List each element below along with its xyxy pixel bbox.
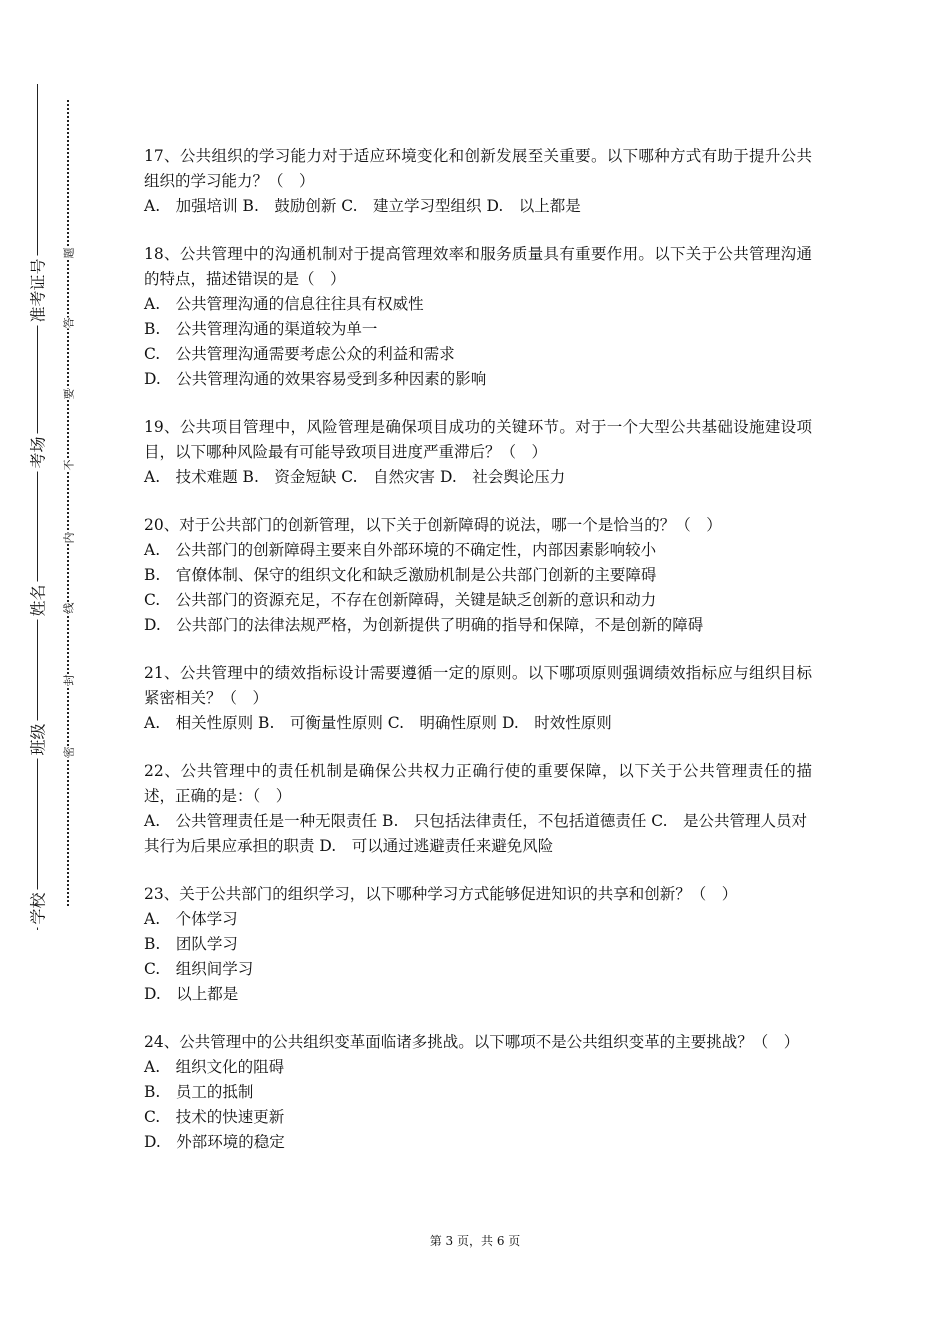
option-d: D. 以上都是 [144, 985, 239, 1003]
name-label: 姓名 [22, 568, 52, 632]
question-18 [144, 242, 812, 392]
option-c: C. 技术的快速更新 [144, 1108, 285, 1126]
seal-dotted-line [67, 100, 69, 906]
seal-char: 不 [58, 455, 78, 475]
option-b: B. 员工的抵制 [144, 1083, 254, 1101]
question-24 [144, 1030, 812, 1155]
question-stem: 20、对于公共部门的创新管理，以下关于创新障碍的说法，哪一个是恰当的？（ ） [144, 516, 722, 534]
option-b: B. 团队学习 [144, 935, 238, 953]
question-21 [144, 661, 812, 736]
question-20 [144, 513, 812, 638]
option-c: C. 公共管理沟通需要考虑公众的利益和需求 [144, 345, 455, 363]
exam-room-label: 考场 [22, 420, 52, 484]
option-a: A. 公共部门的创新障碍主要来自外部环境的不确定性，内部因素影响较小 [144, 541, 657, 559]
option-line: A. 公共管理责任是一种无限责任 B. 只包括法律责任，不包括道德责任 C. 是公共管理人员对其行为后果应承担的职责 D. 可以通过逃避责任来避免风险 [144, 812, 808, 855]
question-stem: 21、公共管理中的绩效指标设计需要遵循一定的原则。以下哪项原则强调绩效指标应与组织目标紧密相关？（ ） [144, 664, 812, 707]
class-label: 班级 [22, 707, 52, 771]
question-stem: 24、公共管理中的公共组织变革面临诸多挑战。以下哪项不是公共组织变革的主要挑战？（ ） [144, 1033, 800, 1051]
seal-char: 密 [58, 742, 78, 762]
question-stem: 17、公共组织的学习能力对于适应环境变化和创新发展至关重要。以下哪种方式有助于提升公共组织的学习能力？（ ） [144, 147, 812, 190]
option-d: D. 公共部门的法律法规严格，为创新提供了明确的指导和保障，不是创新的障碍 [144, 616, 704, 634]
option-d: D. 公共管理沟通的效果容易受到多种因素的影响 [144, 370, 487, 388]
question-stem: 18、公共管理中的沟通机制对于提高管理效率和服务质量具有重要作用。以下关于公共管理沟通的特点，描述错误的是（ ） [144, 245, 812, 288]
option-c: C. 组织间学习 [144, 960, 254, 978]
binding-margin [0, 0, 100, 1344]
option-a: A. 组织文化的阻碍 [144, 1058, 285, 1076]
page-footer: 第 3 页，共 6 页 [429, 1234, 521, 1248]
seal-char: 答 [58, 313, 78, 333]
question-17 [144, 144, 812, 219]
option-d: D. 外部环境的稳定 [144, 1133, 285, 1151]
question-22 [144, 759, 812, 859]
exam-id-label: 准考证号 [22, 258, 52, 322]
option-c: C. 公共部门的资源充足，不存在创新障碍，关键是缺乏创新的意识和动力 [144, 591, 657, 609]
seal-char: 线 [58, 598, 78, 618]
seal-char: 封 [58, 670, 78, 690]
option-b: B. 公共管理沟通的渠道较为单一 [144, 320, 378, 338]
question-19 [144, 415, 812, 490]
seal-char: 要 [58, 384, 78, 404]
option-line: A. 技术难题 B. 资金短缺 C. 自然灾害 D. 社会舆论压力 [144, 468, 566, 486]
seal-char: 题 [58, 243, 78, 263]
option-b: B. 官僚体制、保守的组织文化和缺乏激励机制是公共部门创新的主要障碍 [144, 566, 657, 584]
question-list [144, 144, 812, 1178]
option-line: A. 加强培训 B. 鼓励创新 C. 建立学习型组织 D. 以上都是 [144, 197, 581, 215]
school-label: 学校 [22, 876, 52, 940]
question-stem: 23、关于公共部门的组织学习，以下哪种学习方式能够促进知识的共享和创新？（ ） [144, 885, 738, 903]
option-a: A. 公共管理沟通的信息往往具有权威性 [144, 295, 424, 313]
seal-char: 内 [58, 528, 78, 548]
question-stem: 22、公共管理中的责任机制是确保公共权力正确行使的重要保障，以下关于公共管理责任的描述，正确的是：（ ） [144, 762, 812, 805]
option-a: A. 个体学习 [144, 910, 238, 928]
binding-solid-line [37, 84, 38, 930]
question-23 [144, 882, 812, 1007]
option-line: A. 相关性原则 B. 可衡量性原则 C. 明确性原则 D. 时效性原则 [144, 714, 612, 732]
question-stem: 19、公共项目管理中，风险管理是确保项目成功的关键环节。对于一个大型公共基础设施建设项目，以下哪种风险最有可能导致项目进度严重滞后？（ ） [144, 418, 812, 461]
